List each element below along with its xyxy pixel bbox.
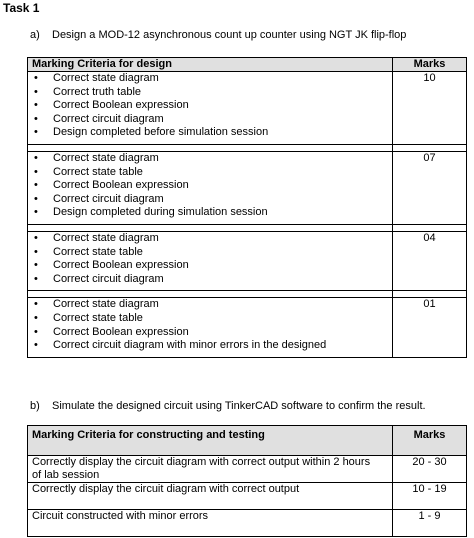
question-a-text: Design a MOD-12 asynchronous count up counter using NGT JK flip-flop	[52, 29, 407, 41]
list-item: • Correct state table	[28, 166, 392, 180]
table-row	[28, 72, 467, 145]
criteria-line: Correctly display the circuit diagram with correct output	[32, 483, 300, 495]
testing-marking-table	[27, 425, 467, 537]
list-item: • Correct circuit diagram with minor errors in the designed	[28, 339, 392, 353]
criteria-cell	[28, 151, 393, 224]
question-b-text: Simulate the designed circuit using TinkerCAD software to confirm the result.	[52, 400, 426, 412]
table-header-row	[28, 58, 467, 72]
table-gap-row	[28, 144, 467, 151]
table-row	[28, 483, 467, 510]
criteria-line: Correctly display the circuit diagram with correct output within 2 hours	[32, 456, 371, 468]
criteria-header: Marking Criteria for design	[28, 58, 393, 72]
task-title: Task 1	[3, 1, 40, 15]
list-item: • Correct state diagram	[28, 152, 392, 166]
list-item: • Correct Boolean expression	[28, 99, 392, 113]
criteria-line: of lab session	[32, 469, 100, 481]
question-a-label: a)	[30, 29, 40, 41]
table-row	[28, 510, 467, 537]
table-header-row	[28, 426, 467, 456]
question-b	[30, 400, 426, 412]
marks-cell: 07	[393, 151, 467, 224]
criteria-list	[28, 298, 392, 352]
list-item: • Correct state diagram	[28, 232, 392, 246]
list-item: • Correct circuit diagram	[28, 193, 392, 207]
criteria-header: Marking Criteria for constructing and testing	[28, 426, 393, 456]
criteria-list	[28, 72, 392, 140]
table-row	[28, 231, 467, 290]
marks-cell: 01	[393, 298, 467, 357]
criteria-cell	[28, 231, 393, 290]
list-item: • Correct circuit diagram	[28, 273, 392, 287]
marks-header: Marks	[393, 426, 467, 456]
marks-cell: 04	[393, 231, 467, 290]
table-row	[28, 151, 467, 224]
table-gap-row	[28, 224, 467, 231]
criteria-line	[32, 496, 388, 509]
list-item: • Design completed during simulation session	[28, 206, 392, 220]
criteria-list	[28, 152, 392, 220]
criteria-line	[32, 523, 388, 536]
marks-cell: 10 - 19	[393, 483, 467, 510]
criteria-cell	[28, 456, 393, 483]
question-b-label: b)	[30, 400, 40, 412]
criteria-cell	[28, 483, 393, 510]
criteria-cell	[28, 72, 393, 145]
marks-cell: 1 - 9	[393, 510, 467, 537]
list-item: • Design completed before simulation session	[28, 126, 392, 140]
table-gap-row	[28, 291, 467, 298]
list-item: • Correct state table	[28, 312, 392, 326]
list-item: • Correct state diagram	[28, 298, 392, 312]
marks-header: Marks	[393, 58, 467, 72]
table-row	[28, 456, 467, 483]
marks-cell: 10	[393, 72, 467, 145]
list-item: • Correct state table	[28, 246, 392, 260]
question-a	[30, 29, 406, 41]
criteria-cell	[28, 298, 393, 357]
table-row	[28, 298, 467, 357]
list-item: • Correct Boolean expression	[28, 179, 392, 193]
list-item: • Correct Boolean expression	[28, 326, 392, 340]
criteria-line: Circuit constructed with minor errors	[32, 510, 209, 522]
criteria-list	[28, 232, 392, 286]
list-item: • Correct truth table	[28, 86, 392, 100]
design-marking-table	[27, 57, 467, 358]
list-item: • Correct Boolean expression	[28, 259, 392, 273]
marks-cell: 20 - 30	[393, 456, 467, 483]
criteria-cell	[28, 510, 393, 537]
list-item: • Correct state diagram	[28, 72, 392, 86]
list-item: • Correct circuit diagram	[28, 113, 392, 127]
